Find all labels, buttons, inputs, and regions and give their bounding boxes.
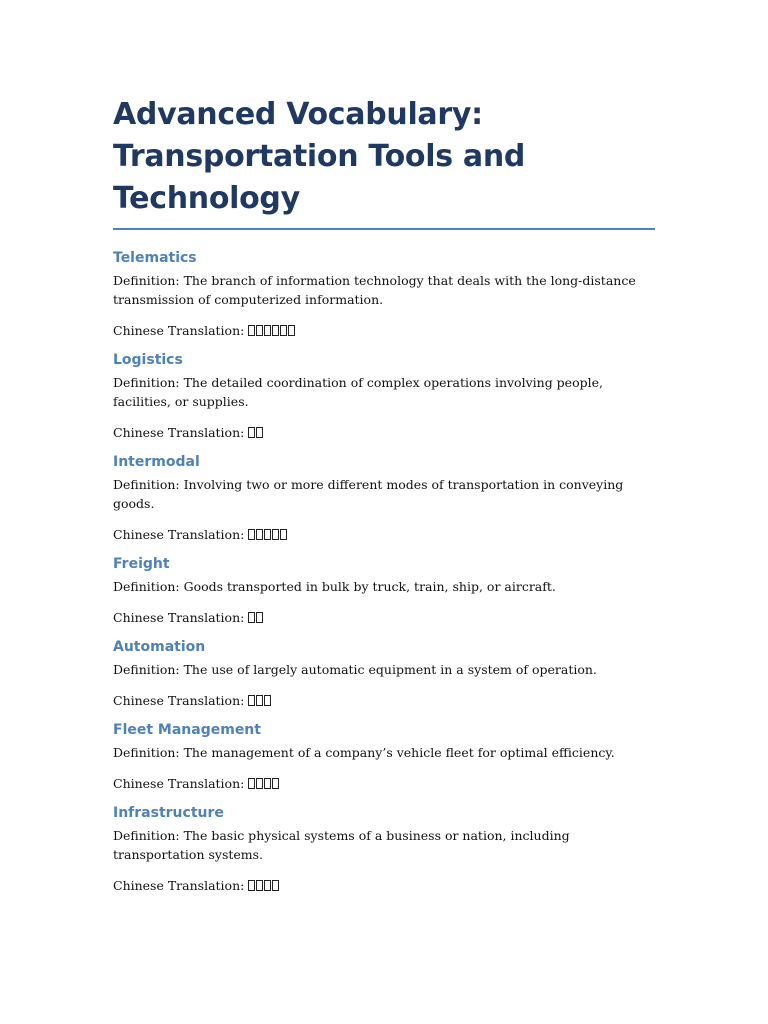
vocab-entry-freight xyxy=(113,555,655,627)
missing-glyph-box xyxy=(272,529,279,540)
missing-glyph-box xyxy=(264,778,271,789)
missing-glyph-box xyxy=(272,325,279,336)
term-translation xyxy=(113,321,655,340)
translation-glyphs xyxy=(248,527,288,542)
translation-glyphs xyxy=(248,878,280,893)
term-definition: Definition: The management of a company’s vehicle fleet for optimal efficiency. xyxy=(113,745,615,760)
missing-glyph-box xyxy=(272,880,279,891)
missing-glyph-box xyxy=(280,325,287,336)
vocab-entry-automation xyxy=(113,638,655,710)
translation-label: Chinese Translation: xyxy=(113,527,249,542)
missing-glyph-box xyxy=(256,427,263,438)
term-heading: Freight xyxy=(113,556,170,572)
term-definition: Definition: The detailed coordination of complex operations involving people, facilities, or supplies. xyxy=(113,375,603,409)
missing-glyph-box xyxy=(272,778,279,789)
term-definition: Definition: Goods transported in bulk by truck, train, ship, or aircraft. xyxy=(113,579,556,594)
missing-glyph-box xyxy=(288,325,295,336)
term-heading: Telematics xyxy=(113,250,197,266)
vocab-entry-intermodal xyxy=(113,453,655,544)
term-translation xyxy=(113,876,655,895)
missing-glyph-box xyxy=(248,325,255,336)
term-definition: Definition: Involving two or more different modes of transportation in conveying goods. xyxy=(113,477,624,511)
vocab-entry-logistics xyxy=(113,351,655,442)
missing-glyph-box xyxy=(256,695,263,706)
term-translation xyxy=(113,608,655,627)
translation-glyphs xyxy=(248,323,296,338)
missing-glyph-box xyxy=(264,529,271,540)
term-translation xyxy=(113,423,655,442)
missing-glyph-box xyxy=(248,695,255,706)
translation-label: Chinese Translation: xyxy=(113,776,249,791)
term-translation xyxy=(113,525,655,544)
missing-glyph-box xyxy=(256,778,263,789)
vocab-entry-telematics xyxy=(113,249,655,340)
translation-label: Chinese Translation: xyxy=(113,610,249,625)
missing-glyph-box xyxy=(280,529,287,540)
document-page xyxy=(113,94,655,906)
term-heading: Logistics xyxy=(113,352,183,368)
translation-label: Chinese Translation: xyxy=(113,323,249,338)
translation-glyphs xyxy=(248,425,264,440)
term-heading: Fleet Management xyxy=(113,722,261,738)
translation-glyphs xyxy=(248,610,264,625)
missing-glyph-box xyxy=(248,880,255,891)
term-translation xyxy=(113,691,655,710)
translation-label: Chinese Translation: xyxy=(113,878,249,893)
vocabulary-list xyxy=(113,249,655,895)
translation-glyphs xyxy=(248,776,280,791)
missing-glyph-box xyxy=(264,880,271,891)
term-definition: Definition: The branch of information technology that deals with the long-distance transmission of computerized information. xyxy=(113,273,636,307)
missing-glyph-box xyxy=(256,612,263,623)
document-title: Advanced Vocabulary: Transportation Tools and Technology xyxy=(113,94,655,230)
vocab-entry-fleet-management xyxy=(113,721,655,793)
missing-glyph-box xyxy=(256,529,263,540)
missing-glyph-box xyxy=(256,325,263,336)
translation-label: Chinese Translation: xyxy=(113,693,249,708)
term-definition: Definition: The use of largely automatic equipment in a system of operation. xyxy=(113,662,597,677)
missing-glyph-box xyxy=(248,427,255,438)
missing-glyph-box xyxy=(256,880,263,891)
term-heading: Intermodal xyxy=(113,454,200,470)
translation-glyphs xyxy=(248,693,272,708)
term-heading: Automation xyxy=(113,639,206,655)
missing-glyph-box xyxy=(264,325,271,336)
translation-label: Chinese Translation: xyxy=(113,425,249,440)
term-definition: Definition: The basic physical systems of a business or nation, including transportation systems. xyxy=(113,828,570,862)
missing-glyph-box xyxy=(248,612,255,623)
term-heading: Infrastructure xyxy=(113,805,224,821)
missing-glyph-box xyxy=(264,695,271,706)
missing-glyph-box xyxy=(248,529,255,540)
missing-glyph-box xyxy=(248,778,255,789)
vocab-entry-infrastructure xyxy=(113,804,655,895)
term-translation xyxy=(113,774,655,793)
